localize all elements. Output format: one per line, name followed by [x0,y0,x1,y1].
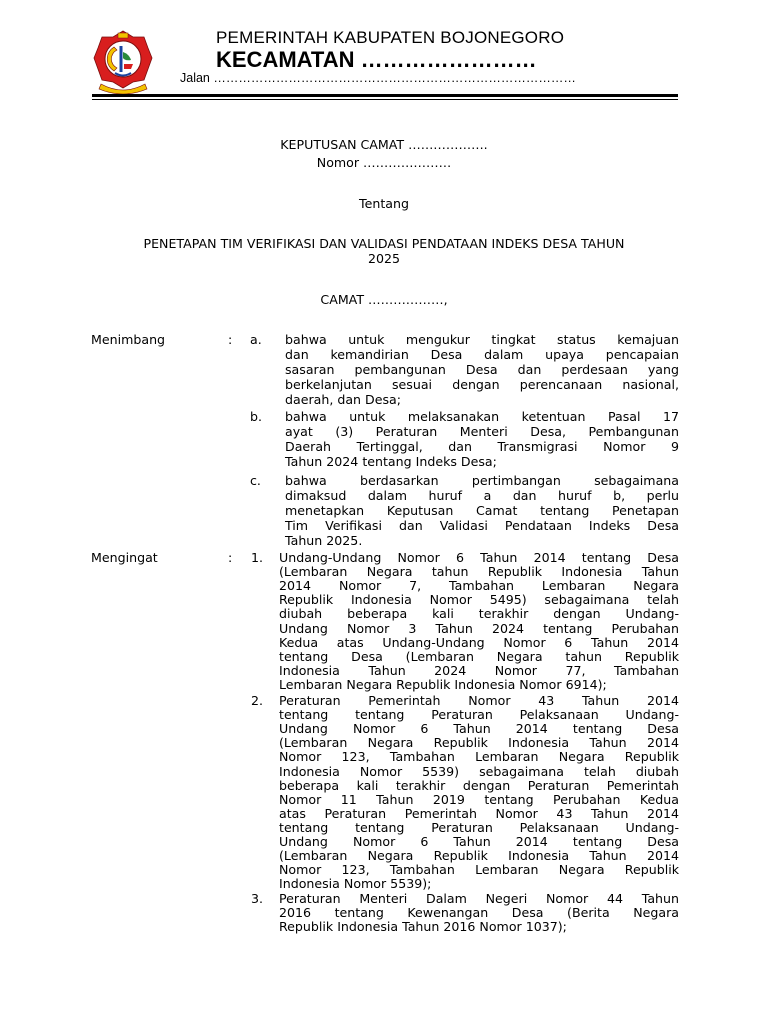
menimbang-item-marker: c. [250,473,261,488]
mengingat-item-line: Lembaran Negara Republik Indonesia Nomor 6914); [279,676,607,692]
menimbang-item-line: ayat (3) Peraturan Menteri Desa, Pembangunan [285,424,679,439]
mengingat-item-line: Nomor 11 Tahun 2019 tentang Perubahan Kedua [279,791,679,807]
letterhead-rule [92,94,678,97]
mengingat-item-line: Kedua atas Undang-Undang Nomor 6 Tahun 2014 [279,634,679,650]
mengingat-item-line: 2016 tentang Kewenangan Desa (Berita Negara [279,905,679,921]
mengingat-item-line: 2014 Nomor 7, Tambahan Lembaran Negara [279,578,679,594]
mengingat-item-line: diubah beberapa kali terakhir dengan Undang- [279,606,679,622]
mengingat-item-line: Republik Indonesia Nomor 5495) sebagaimana telah [279,592,679,608]
decree-title: KEPUTUSAN CAMAT ………………. [280,137,488,152]
menimbang-item-marker: a. [250,332,262,347]
mengingat-item-line: Peraturan Menteri Dalam Negeri Nomor 44 Tahun [279,891,679,906]
mengingat-item-line: Republik Indonesia Tahun 2016 Nomor 1037); [279,919,567,935]
mengingat-item-line: Undang Nomor 3 Tahun 2024 tentang Perubahan [279,620,679,636]
bojonegoro-emblem-icon [93,30,153,94]
mengingat-item-line: (Lembaran Negara tahun Republik Indonesia Tahun [279,564,679,580]
office-name: KECAMATAN …………………… [216,47,537,72]
government-name: PEMERINTAH KABUPATEN BOJONEGORO [216,28,565,47]
mengingat-item-line: (Lembaran Negara Republik Indonesia Tahun 2014 [279,848,679,864]
menimbang-item-line: sasaran pembangunan Desa dan perdesaan yang [285,362,679,377]
mengingat-item-line: Nomor 123, Tambahan Lembaran Negara Republik [279,862,679,878]
menimbang-item-line: bahwa untuk mengukur tingkat status kemajuan [285,332,679,347]
menimbang-item-line: menetapkan Keputusan Camat tentang Penetapan [285,503,679,518]
mengingat-item-line: Undang Nomor 6 Tahun 2014 tentang Desa [279,834,679,849]
menimbang-colon: : [228,332,233,347]
decree-subject-line-2: 2025 [367,251,401,266]
menimbang-item-line: Tahun 2024 tentang Indeks Desa; [285,454,497,469]
mengingat-item-line: (Lembaran Negara Republik Indonesia Tahun 2014 [279,735,679,751]
mengingat-item-line: Indonesia Nomor 5539) sebagaimana telah diubah [279,763,679,779]
menimbang-item-line: Tim Verifikasi dan Validasi Pendataan Indeks Desa [285,518,679,533]
mengingat-item-line: beberapa kali terakhir dengan Peraturan Pemerintah [279,777,679,793]
decree-issuer: CAMAT ………………, [320,292,448,307]
menimbang-item-line: Daerah Tertinggal, dan Transmigrasi Nomor 9 [285,439,679,454]
menimbang-item-line: berkelanjutan sesuai dengan perencanaan nasional, [285,377,679,392]
decree-number: Nomor ………………… [316,155,452,170]
mengingat-item-line: Nomor 123, Tambahan Lembaran Negara Republik [279,749,679,765]
decree-subject-line-1: PENETAPAN TIM VERIFIKASI DAN VALIDASI PENDATAAN INDEKS DESA TAHUN [143,236,625,251]
mengingat-item-line: tentang Desa (Lembaran Negara tahun Republik [279,648,679,664]
menimbang-item-line: dan kemandirian Desa dalam upaya pencapaian [285,347,679,362]
menimbang-item-line: bahwa untuk melaksanakan ketentuan Pasal 17 [285,409,679,424]
menimbang-item-line: bahwa berdasarkan pertimbangan sebagaimana [285,473,679,488]
menimbang-item-line: dimaksud dalam huruf a dan huruf b, perlu [285,488,679,503]
mengingat-item-marker: 1. [251,550,264,565]
office-address: Jalan …………………………………………………………………………… [180,71,576,85]
letterhead-rule-thin [92,99,678,100]
mengingat-item-line: tentang tentang Peraturan Pelaksanaan Undang- [279,707,679,723]
decree-about: Tentang [359,196,409,211]
mengingat-item-line: Indonesia Nomor 5539); [279,876,432,892]
mengingat-item-line: Undang Nomor 6 Tahun 2014 tentang Desa [279,721,679,737]
menimbang-label: Menimbang [91,332,166,347]
mengingat-colon: : [228,550,233,565]
mengingat-label: Mengingat [91,550,158,565]
mengingat-item-marker: 2. [251,693,264,708]
menimbang-item-line: daerah, dan Desa; [285,392,402,407]
mengingat-item-line: Undang-Undang Nomor 6 Tahun 2014 tentang Desa [279,550,679,565]
menimbang-item-marker: b. [250,409,262,424]
menimbang-item-line: Tahun 2025. [285,533,363,548]
mengingat-item-marker: 3. [251,891,264,906]
mengingat-item-line: Indonesia Tahun 2024 Nomor 77, Tambahan [279,662,679,678]
mengingat-item-line: tentang tentang Peraturan Pelaksanaan Undang- [279,819,679,835]
mengingat-item-line: atas Peraturan Pemerintah Nomor 43 Tahun 2014 [279,805,679,821]
mengingat-item-line: Peraturan Pemerintah Nomor 43 Tahun 2014 [279,693,679,708]
